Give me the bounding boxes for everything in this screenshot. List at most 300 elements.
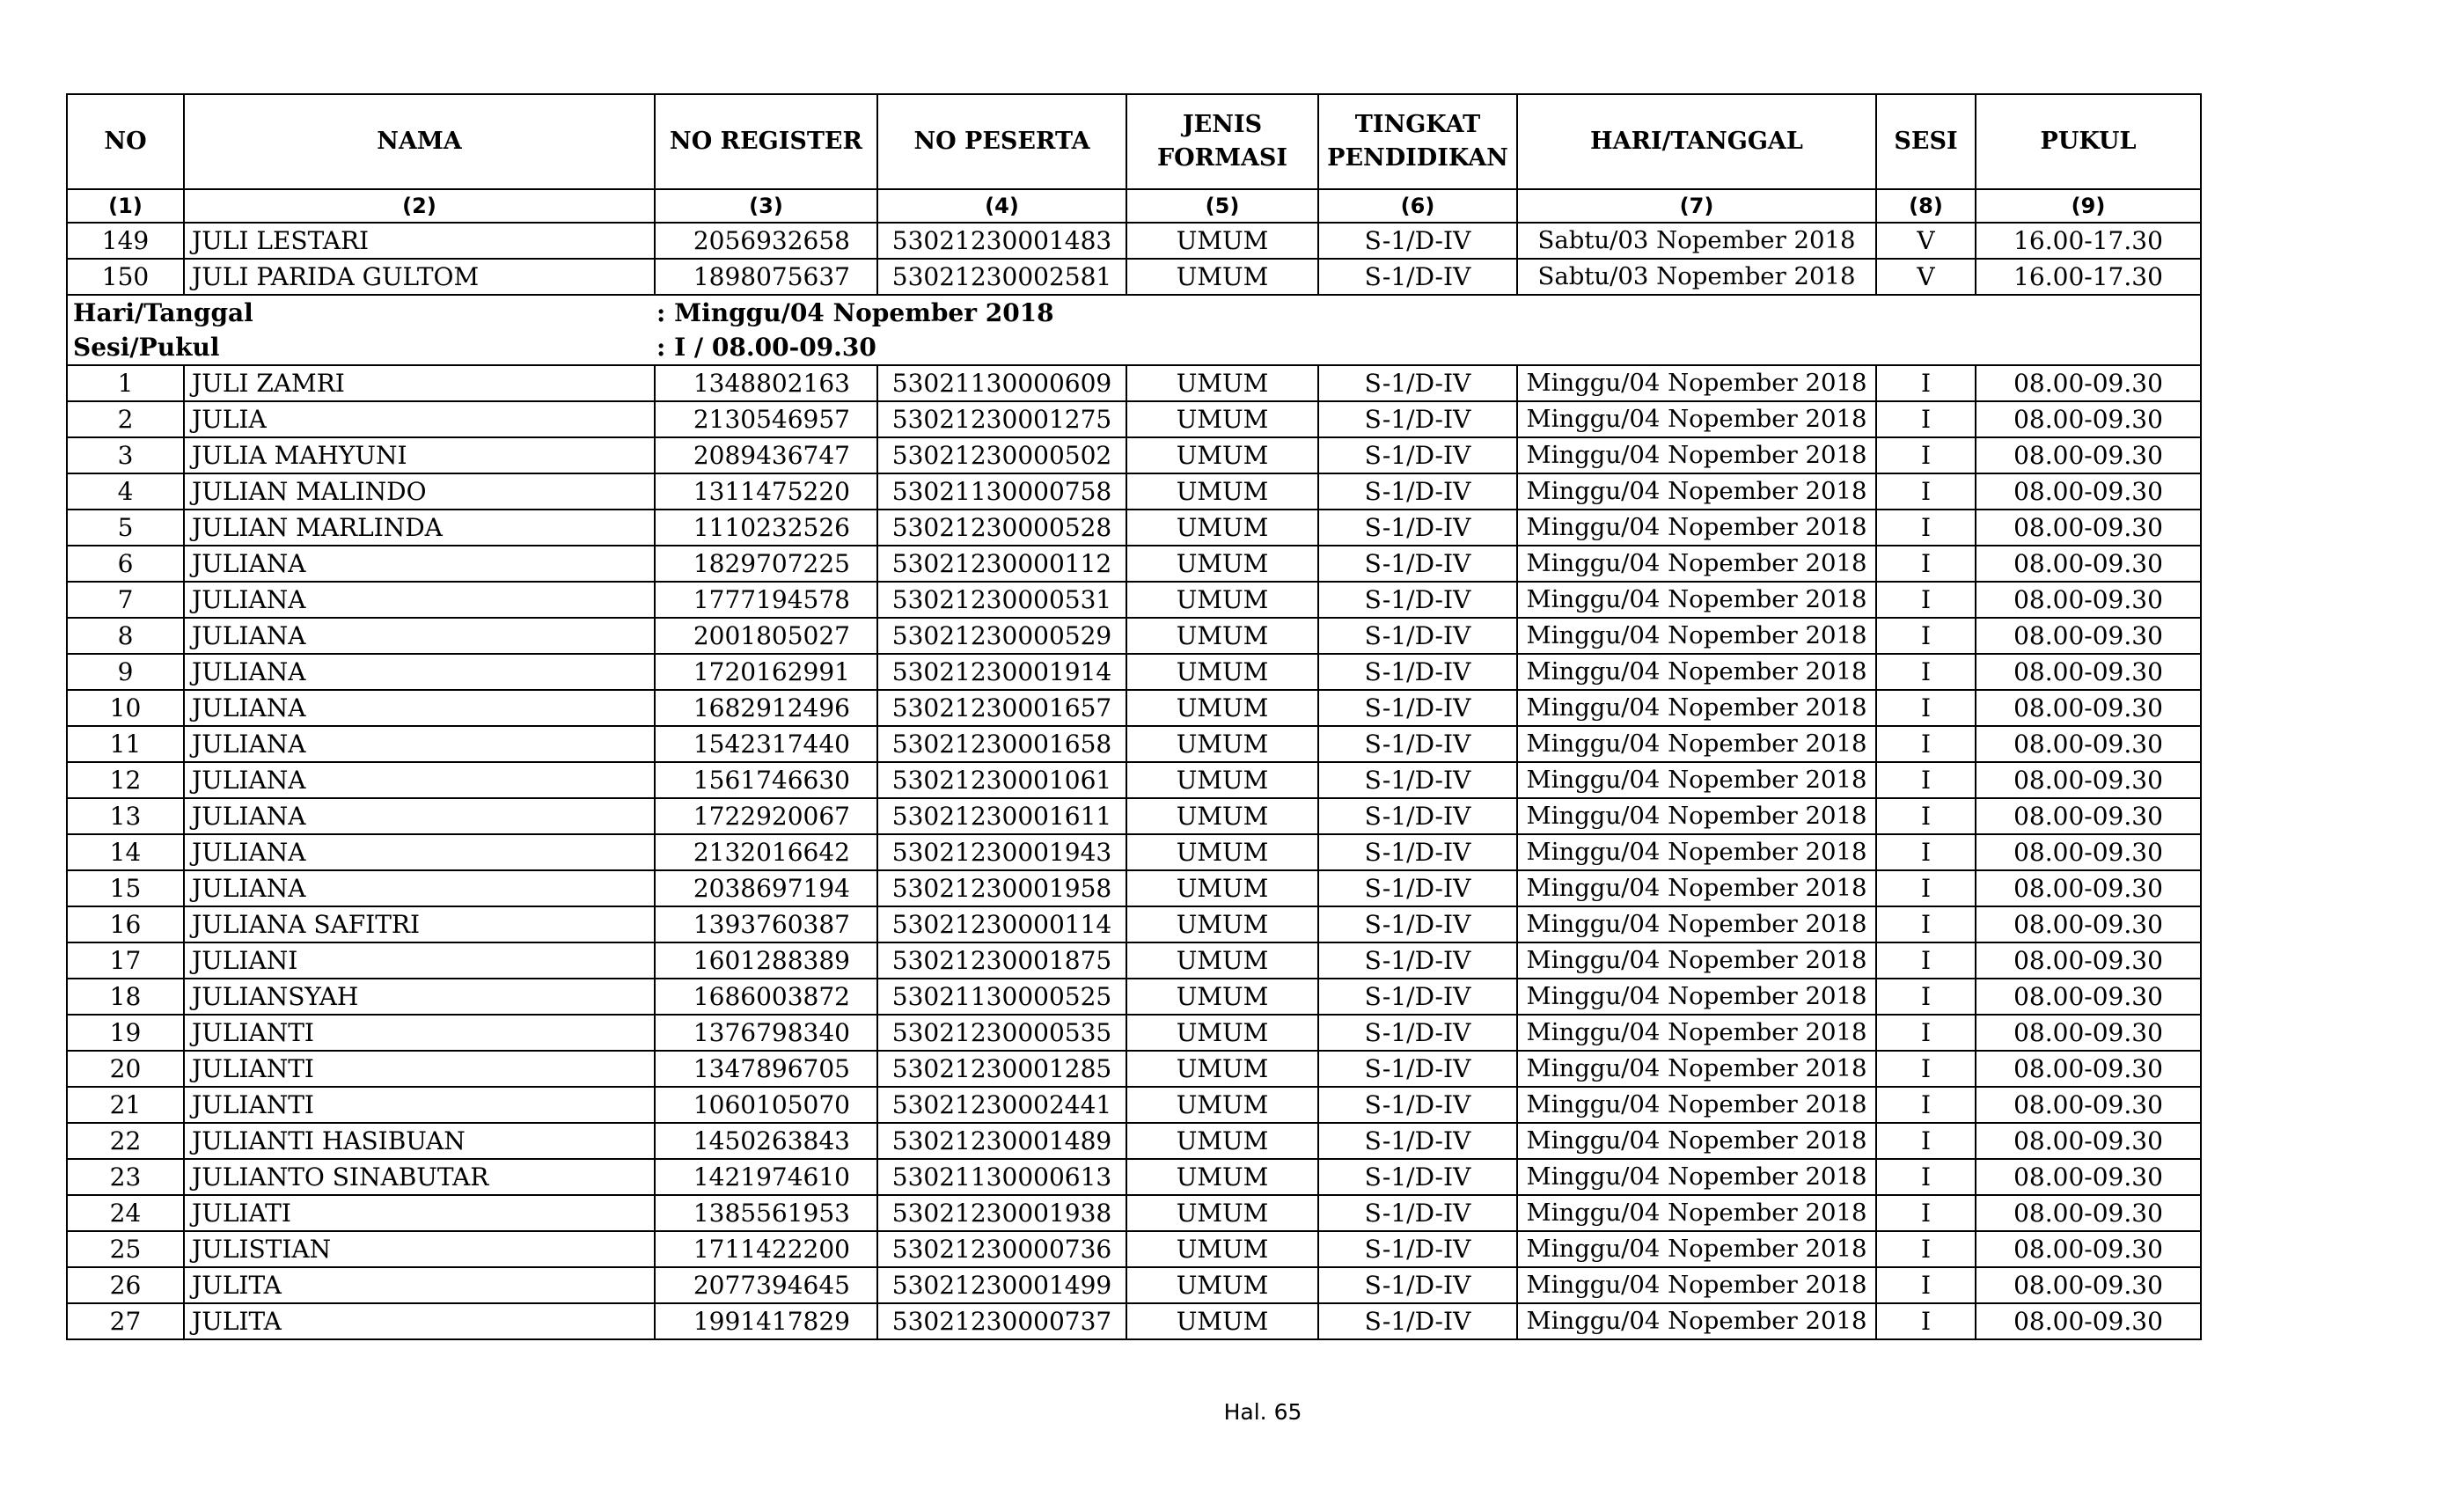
cell-no-peserta: 53021230001938	[877, 1195, 1126, 1231]
cell-jenis-formasi: UMUM	[1126, 1015, 1318, 1051]
cell-jenis-formasi: UMUM	[1126, 1159, 1318, 1195]
header-no-register: NO REGISTER	[655, 94, 877, 189]
table-row	[67, 618, 2201, 654]
cell-jenis-formasi: UMUM	[1126, 1087, 1318, 1123]
cell-jenis-formasi: UMUM	[1126, 223, 1318, 259]
cell-nama: JULI ZAMRI	[184, 365, 655, 401]
table-row	[67, 726, 2201, 762]
cell-nama: JULIATI	[184, 1195, 655, 1231]
cell-pukul: 08.00-09.30	[1976, 979, 2201, 1015]
session-time-row	[67, 330, 2201, 365]
cell-pukul: 08.00-09.30	[1976, 365, 2201, 401]
cell-nama: JULIANA	[184, 870, 655, 906]
table-row	[67, 546, 2201, 582]
cell-jenis-formasi: UMUM	[1126, 437, 1318, 473]
cell-sesi: I	[1876, 1015, 1976, 1051]
cell-jenis-formasi: UMUM	[1126, 762, 1318, 798]
cell-jenis-formasi: UMUM	[1126, 870, 1318, 906]
cell-pukul: 08.00-09.30	[1976, 1231, 2201, 1267]
cell-tingkat-pendidikan: S-1/D-IV	[1318, 259, 1517, 295]
cell-pukul: 16.00-17.30	[1976, 223, 2201, 259]
cell-sesi: I	[1876, 1303, 1976, 1339]
cell-jenis-formasi: UMUM	[1126, 1123, 1318, 1159]
table-row	[67, 582, 2201, 618]
cell-no: 17	[67, 942, 184, 979]
cell-no: 27	[67, 1303, 184, 1339]
cell-no: 149	[67, 223, 184, 259]
cell-hari-tanggal: Minggu/04 Nopember 2018	[1517, 546, 1876, 582]
cell-sesi: I	[1876, 798, 1976, 834]
table-row	[67, 1051, 2201, 1087]
cell-tingkat-pendidikan: S-1/D-IV	[1318, 1231, 1517, 1267]
cell-no-peserta: 53021230001489	[877, 1123, 1126, 1159]
cell-hari-tanggal: Minggu/04 Nopember 2018	[1517, 1015, 1876, 1051]
cell-hari-tanggal: Minggu/04 Nopember 2018	[1517, 798, 1876, 834]
header-no-peserta: NO PESERTA	[877, 94, 1126, 189]
cell-nama: JULISTIAN	[184, 1231, 655, 1267]
cell-sesi: I	[1876, 690, 1976, 726]
cell-pukul: 16.00-17.30	[1976, 259, 2201, 295]
cell-no: 20	[67, 1051, 184, 1087]
cell-no-peserta: 53021230001275	[877, 401, 1126, 437]
table-row	[67, 906, 2201, 942]
table-row	[67, 690, 2201, 726]
cell-no-register: 1348802163	[655, 365, 877, 401]
cell-pukul: 08.00-09.30	[1976, 726, 2201, 762]
cell-hari-tanggal: Minggu/04 Nopember 2018	[1517, 1195, 1876, 1231]
cell-hari-tanggal: Minggu/04 Nopember 2018	[1517, 510, 1876, 546]
cell-nama: JULIANTO SINABUTAR	[184, 1159, 655, 1195]
header-no: NO	[67, 94, 184, 189]
cell-no: 2	[67, 401, 184, 437]
column-number: (3)	[655, 189, 877, 223]
cell-sesi: V	[1876, 259, 1976, 295]
cell-no-peserta: 53021230002581	[877, 259, 1126, 295]
cell-no-peserta: 53021230001285	[877, 1051, 1126, 1087]
cell-no-peserta: 53021130000613	[877, 1159, 1126, 1195]
cell-sesi: I	[1876, 437, 1976, 473]
cell-no-register: 2038697194	[655, 870, 877, 906]
cell-no-register: 1711422200	[655, 1231, 877, 1267]
cell-no-register: 1385561953	[655, 1195, 877, 1231]
header-row	[67, 94, 2201, 189]
cell-nama: JULI LESTARI	[184, 223, 655, 259]
cell-sesi: I	[1876, 906, 1976, 942]
table-row	[67, 1087, 2201, 1123]
previous-session-rows	[67, 223, 2201, 295]
cell-pukul: 08.00-09.30	[1976, 473, 2201, 510]
cell-no: 6	[67, 546, 184, 582]
cell-hari-tanggal: Minggu/04 Nopember 2018	[1517, 654, 1876, 690]
cell-tingkat-pendidikan: S-1/D-IV	[1318, 582, 1517, 618]
cell-no-register: 1686003872	[655, 979, 877, 1015]
column-number: (9)	[1976, 189, 2201, 223]
header-pukul: PUKUL	[1976, 94, 2201, 189]
table-row	[67, 473, 2201, 510]
cell-tingkat-pendidikan: S-1/D-IV	[1318, 762, 1517, 798]
table-row	[67, 1303, 2201, 1339]
cell-tingkat-pendidikan: S-1/D-IV	[1318, 365, 1517, 401]
cell-sesi: I	[1876, 942, 1976, 979]
cell-no-register: 1060105070	[655, 1087, 877, 1123]
cell-hari-tanggal: Minggu/04 Nopember 2018	[1517, 365, 1876, 401]
cell-nama: JULIANI	[184, 942, 655, 979]
cell-nama: JULIANA	[184, 582, 655, 618]
cell-no: 13	[67, 798, 184, 834]
cell-no-peserta: 53021230001658	[877, 726, 1126, 762]
table-row	[67, 834, 2201, 870]
cell-no-register: 1421974610	[655, 1159, 877, 1195]
cell-sesi: V	[1876, 223, 1976, 259]
cell-pukul: 08.00-09.30	[1976, 582, 2201, 618]
cell-nama: JULIANA	[184, 546, 655, 582]
participant-schedule-table	[66, 93, 2202, 1340]
table-row	[67, 401, 2201, 437]
table-row	[67, 510, 2201, 546]
cell-tingkat-pendidikan: S-1/D-IV	[1318, 223, 1517, 259]
table-row	[67, 1231, 2201, 1267]
cell-sesi: I	[1876, 618, 1976, 654]
cell-hari-tanggal: Minggu/04 Nopember 2018	[1517, 1123, 1876, 1159]
cell-hari-tanggal: Sabtu/03 Nopember 2018	[1517, 259, 1876, 295]
cell-tingkat-pendidikan: S-1/D-IV	[1318, 1159, 1517, 1195]
cell-jenis-formasi: UMUM	[1126, 582, 1318, 618]
cell-tingkat-pendidikan: S-1/D-IV	[1318, 870, 1517, 906]
cell-hari-tanggal: Minggu/04 Nopember 2018	[1517, 1267, 1876, 1303]
column-number: (8)	[1876, 189, 1976, 223]
cell-no: 25	[67, 1231, 184, 1267]
cell-pukul: 08.00-09.30	[1976, 546, 2201, 582]
cell-sesi: I	[1876, 1087, 1976, 1123]
header-hari-tanggal: HARI/TANGGAL	[1517, 94, 1876, 189]
cell-tingkat-pendidikan: S-1/D-IV	[1318, 437, 1517, 473]
cell-hari-tanggal: Minggu/04 Nopember 2018	[1517, 834, 1876, 870]
cell-no: 14	[67, 834, 184, 870]
cell-no-register: 1991417829	[655, 1303, 877, 1339]
cell-jenis-formasi: UMUM	[1126, 726, 1318, 762]
cell-no: 1	[67, 365, 184, 401]
cell-hari-tanggal: Minggu/04 Nopember 2018	[1517, 1231, 1876, 1267]
cell-no-peserta: 53021230000502	[877, 437, 1126, 473]
cell-tingkat-pendidikan: S-1/D-IV	[1318, 726, 1517, 762]
table-row	[67, 1159, 2201, 1195]
cell-no-register: 1722920067	[655, 798, 877, 834]
table-row	[67, 1123, 2201, 1159]
column-number-row	[67, 189, 2201, 223]
column-number: (2)	[184, 189, 655, 223]
cell-no: 8	[67, 618, 184, 654]
cell-tingkat-pendidikan: S-1/D-IV	[1318, 834, 1517, 870]
cell-no-register: 1110232526	[655, 510, 877, 546]
cell-nama: JULIAN MARLINDA	[184, 510, 655, 546]
cell-jenis-formasi: UMUM	[1126, 834, 1318, 870]
cell-no-register: 1347896705	[655, 1051, 877, 1087]
cell-tingkat-pendidikan: S-1/D-IV	[1318, 654, 1517, 690]
cell-sesi: I	[1876, 1123, 1976, 1159]
session-date-row	[67, 295, 2201, 330]
cell-nama: JULIAN MALINDO	[184, 473, 655, 510]
cell-no-register: 1393760387	[655, 906, 877, 942]
cell-hari-tanggal: Minggu/04 Nopember 2018	[1517, 870, 1876, 906]
cell-pukul: 08.00-09.30	[1976, 834, 2201, 870]
cell-tingkat-pendidikan: S-1/D-IV	[1318, 906, 1517, 942]
cell-tingkat-pendidikan: S-1/D-IV	[1318, 942, 1517, 979]
cell-pukul: 08.00-09.30	[1976, 618, 2201, 654]
header-tingkat-pendidikan: TINGKAT PENDIDIKAN	[1318, 94, 1517, 189]
cell-pukul: 08.00-09.30	[1976, 870, 2201, 906]
cell-tingkat-pendidikan: S-1/D-IV	[1318, 690, 1517, 726]
cell-pukul: 08.00-09.30	[1976, 942, 2201, 979]
cell-no-register: 1376798340	[655, 1015, 877, 1051]
cell-tingkat-pendidikan: S-1/D-IV	[1318, 546, 1517, 582]
cell-hari-tanggal: Minggu/04 Nopember 2018	[1517, 401, 1876, 437]
cell-no-peserta: 53021230001483	[877, 223, 1126, 259]
table-row	[67, 223, 2201, 259]
cell-no-register: 1777194578	[655, 582, 877, 618]
cell-pukul: 08.00-09.30	[1976, 437, 2201, 473]
cell-hari-tanggal: Minggu/04 Nopember 2018	[1517, 582, 1876, 618]
cell-pukul: 08.00-09.30	[1976, 1015, 2201, 1051]
cell-no-peserta: 53021230001657	[877, 690, 1126, 726]
cell-nama: JULIANTI	[184, 1087, 655, 1123]
cell-no: 5	[67, 510, 184, 546]
cell-no: 7	[67, 582, 184, 618]
cell-sesi: I	[1876, 473, 1976, 510]
cell-no-peserta: 53021230001499	[877, 1267, 1126, 1303]
table-row	[67, 1195, 2201, 1231]
cell-no-peserta: 53021230000114	[877, 906, 1126, 942]
cell-nama: JULIANTI HASIBUAN	[184, 1123, 655, 1159]
cell-pukul: 08.00-09.30	[1976, 1303, 2201, 1339]
cell-pukul: 08.00-09.30	[1976, 1051, 2201, 1087]
cell-pukul: 08.00-09.30	[1976, 1267, 2201, 1303]
cell-no-peserta: 53021130000758	[877, 473, 1126, 510]
cell-nama: JULIANA	[184, 798, 655, 834]
cell-jenis-formasi: UMUM	[1126, 1051, 1318, 1087]
cell-no-register: 1682912496	[655, 690, 877, 726]
session-date-label: Hari/Tanggal	[67, 295, 655, 330]
cell-no: 22	[67, 1123, 184, 1159]
session-info	[67, 295, 2201, 365]
cell-pukul: 08.00-09.30	[1976, 906, 2201, 942]
cell-no-register: 1898075637	[655, 259, 877, 295]
cell-jenis-formasi: UMUM	[1126, 690, 1318, 726]
cell-no-peserta: 53021230001943	[877, 834, 1126, 870]
cell-no-register: 1561746630	[655, 762, 877, 798]
cell-sesi: I	[1876, 1159, 1976, 1195]
cell-tingkat-pendidikan: S-1/D-IV	[1318, 618, 1517, 654]
cell-no-register: 1542317440	[655, 726, 877, 762]
cell-no: 4	[67, 473, 184, 510]
cell-pukul: 08.00-09.30	[1976, 510, 2201, 546]
cell-nama: JULIANA SAFITRI	[184, 906, 655, 942]
cell-tingkat-pendidikan: S-1/D-IV	[1318, 1051, 1517, 1087]
cell-sesi: I	[1876, 1231, 1976, 1267]
cell-pukul: 08.00-09.30	[1976, 762, 2201, 798]
cell-sesi: I	[1876, 762, 1976, 798]
cell-sesi: I	[1876, 979, 1976, 1015]
cell-nama: JULIANA	[184, 690, 655, 726]
cell-hari-tanggal: Minggu/04 Nopember 2018	[1517, 618, 1876, 654]
cell-no-peserta: 53021230000528	[877, 510, 1126, 546]
cell-tingkat-pendidikan: S-1/D-IV	[1318, 1303, 1517, 1339]
cell-no: 3	[67, 437, 184, 473]
cell-tingkat-pendidikan: S-1/D-IV	[1318, 1123, 1517, 1159]
cell-jenis-formasi: UMUM	[1126, 942, 1318, 979]
cell-nama: JULIANA	[184, 618, 655, 654]
header-sesi: SESI	[1876, 94, 1976, 189]
table-row	[67, 979, 2201, 1015]
cell-nama: JULIANTI	[184, 1051, 655, 1087]
cell-hari-tanggal: Minggu/04 Nopember 2018	[1517, 1159, 1876, 1195]
cell-nama: JULIANA	[184, 726, 655, 762]
cell-hari-tanggal: Minggu/04 Nopember 2018	[1517, 1051, 1876, 1087]
cell-hari-tanggal: Minggu/04 Nopember 2018	[1517, 437, 1876, 473]
cell-no-peserta: 53021230001061	[877, 762, 1126, 798]
cell-nama: JULITA	[184, 1303, 655, 1339]
cell-jenis-formasi: UMUM	[1126, 1195, 1318, 1231]
cell-no-register: 1601288389	[655, 942, 877, 979]
cell-tingkat-pendidikan: S-1/D-IV	[1318, 798, 1517, 834]
cell-nama: JULIA MAHYUNI	[184, 437, 655, 473]
table-row	[67, 437, 2201, 473]
cell-no-register: 2130546957	[655, 401, 877, 437]
cell-pukul: 08.00-09.30	[1976, 1195, 2201, 1231]
cell-hari-tanggal: Minggu/04 Nopember 2018	[1517, 690, 1876, 726]
cell-pukul: 08.00-09.30	[1976, 1087, 2201, 1123]
cell-no: 150	[67, 259, 184, 295]
cell-no-register: 1311475220	[655, 473, 877, 510]
cell-no: 9	[67, 654, 184, 690]
cell-jenis-formasi: UMUM	[1126, 654, 1318, 690]
cell-sesi: I	[1876, 401, 1976, 437]
cell-no-peserta: 53021130000609	[877, 365, 1126, 401]
cell-jenis-formasi: UMUM	[1126, 1267, 1318, 1303]
cell-no-peserta: 53021230000535	[877, 1015, 1126, 1051]
cell-no-peserta: 53021230000531	[877, 582, 1126, 618]
cell-no-peserta: 53021230000112	[877, 546, 1126, 582]
cell-no-register: 2056932658	[655, 223, 877, 259]
cell-no: 24	[67, 1195, 184, 1231]
cell-sesi: I	[1876, 870, 1976, 906]
cell-hari-tanggal: Minggu/04 Nopember 2018	[1517, 762, 1876, 798]
cell-no: 11	[67, 726, 184, 762]
cell-no-peserta: 53021230001875	[877, 942, 1126, 979]
table-row	[67, 365, 2201, 401]
cell-no: 15	[67, 870, 184, 906]
cell-no-register: 2089436747	[655, 437, 877, 473]
cell-no: 19	[67, 1015, 184, 1051]
cell-nama: JULIANA	[184, 762, 655, 798]
cell-sesi: I	[1876, 834, 1976, 870]
cell-sesi: I	[1876, 1195, 1976, 1231]
cell-no: 10	[67, 690, 184, 726]
cell-jenis-formasi: UMUM	[1126, 798, 1318, 834]
cell-nama: JULIANA	[184, 654, 655, 690]
cell-no-peserta: 53021230000736	[877, 1231, 1126, 1267]
cell-nama: JULIANA	[184, 834, 655, 870]
cell-nama: JULIANSYAH	[184, 979, 655, 1015]
cell-sesi: I	[1876, 1051, 1976, 1087]
page-number: Hal. 65	[1223, 1399, 1302, 1425]
cell-jenis-formasi: UMUM	[1126, 906, 1318, 942]
cell-tingkat-pendidikan: S-1/D-IV	[1318, 401, 1517, 437]
cell-no-register: 1450263843	[655, 1123, 877, 1159]
column-number: (1)	[67, 189, 184, 223]
cell-hari-tanggal: Sabtu/03 Nopember 2018	[1517, 223, 1876, 259]
cell-pukul: 08.00-09.30	[1976, 798, 2201, 834]
column-number: (5)	[1126, 189, 1318, 223]
cell-jenis-formasi: UMUM	[1126, 546, 1318, 582]
table-row	[67, 798, 2201, 834]
cell-hari-tanggal: Minggu/04 Nopember 2018	[1517, 942, 1876, 979]
cell-tingkat-pendidikan: S-1/D-IV	[1318, 510, 1517, 546]
cell-pukul: 08.00-09.30	[1976, 401, 2201, 437]
cell-pukul: 08.00-09.30	[1976, 1123, 2201, 1159]
cell-nama: JULIANTI	[184, 1015, 655, 1051]
table-row	[67, 1267, 2201, 1303]
participant-rows	[67, 365, 2201, 1339]
column-number: (7)	[1517, 189, 1876, 223]
session-time-label: Sesi/Pukul	[67, 330, 655, 365]
cell-no-peserta: 53021230001914	[877, 654, 1126, 690]
cell-sesi: I	[1876, 582, 1976, 618]
cell-sesi: I	[1876, 510, 1976, 546]
table-row	[67, 259, 2201, 295]
cell-hari-tanggal: Minggu/04 Nopember 2018	[1517, 906, 1876, 942]
cell-no: 16	[67, 906, 184, 942]
cell-jenis-formasi: UMUM	[1126, 1231, 1318, 1267]
table-row	[67, 1015, 2201, 1051]
cell-no: 12	[67, 762, 184, 798]
cell-sesi: I	[1876, 654, 1976, 690]
session-time-value: : I / 08.00-09.30	[655, 330, 2201, 365]
cell-no-peserta: 53021230002441	[877, 1087, 1126, 1123]
header-nama: NAMA	[184, 94, 655, 189]
column-number: (6)	[1318, 189, 1517, 223]
cell-tingkat-pendidikan: S-1/D-IV	[1318, 473, 1517, 510]
session-date-value: : Minggu/04 Nopember 2018	[655, 295, 2201, 330]
cell-sesi: I	[1876, 546, 1976, 582]
cell-tingkat-pendidikan: S-1/D-IV	[1318, 1015, 1517, 1051]
cell-no-register: 2077394645	[655, 1267, 877, 1303]
cell-jenis-formasi: UMUM	[1126, 1303, 1318, 1339]
cell-jenis-formasi: UMUM	[1126, 473, 1318, 510]
cell-no-peserta: 53021230001958	[877, 870, 1126, 906]
cell-nama: JULI PARIDA GULTOM	[184, 259, 655, 295]
cell-no-register: 2001805027	[655, 618, 877, 654]
table-row	[67, 654, 2201, 690]
cell-pukul: 08.00-09.30	[1976, 690, 2201, 726]
cell-no-peserta: 53021230001611	[877, 798, 1126, 834]
cell-jenis-formasi: UMUM	[1126, 618, 1318, 654]
cell-tingkat-pendidikan: S-1/D-IV	[1318, 1267, 1517, 1303]
cell-jenis-formasi: UMUM	[1126, 510, 1318, 546]
cell-no: 18	[67, 979, 184, 1015]
cell-no: 23	[67, 1159, 184, 1195]
cell-hari-tanggal: Minggu/04 Nopember 2018	[1517, 1303, 1876, 1339]
cell-tingkat-pendidikan: S-1/D-IV	[1318, 1195, 1517, 1231]
cell-nama: JULITA	[184, 1267, 655, 1303]
cell-jenis-formasi: UMUM	[1126, 259, 1318, 295]
cell-no: 21	[67, 1087, 184, 1123]
cell-tingkat-pendidikan: S-1/D-IV	[1318, 1087, 1517, 1123]
cell-nama: JULIA	[184, 401, 655, 437]
header-jenis-formasi: JENIS FORMASI	[1126, 94, 1318, 189]
cell-sesi: I	[1876, 1267, 1976, 1303]
column-number: (4)	[877, 189, 1126, 223]
cell-hari-tanggal: Minggu/04 Nopember 2018	[1517, 979, 1876, 1015]
